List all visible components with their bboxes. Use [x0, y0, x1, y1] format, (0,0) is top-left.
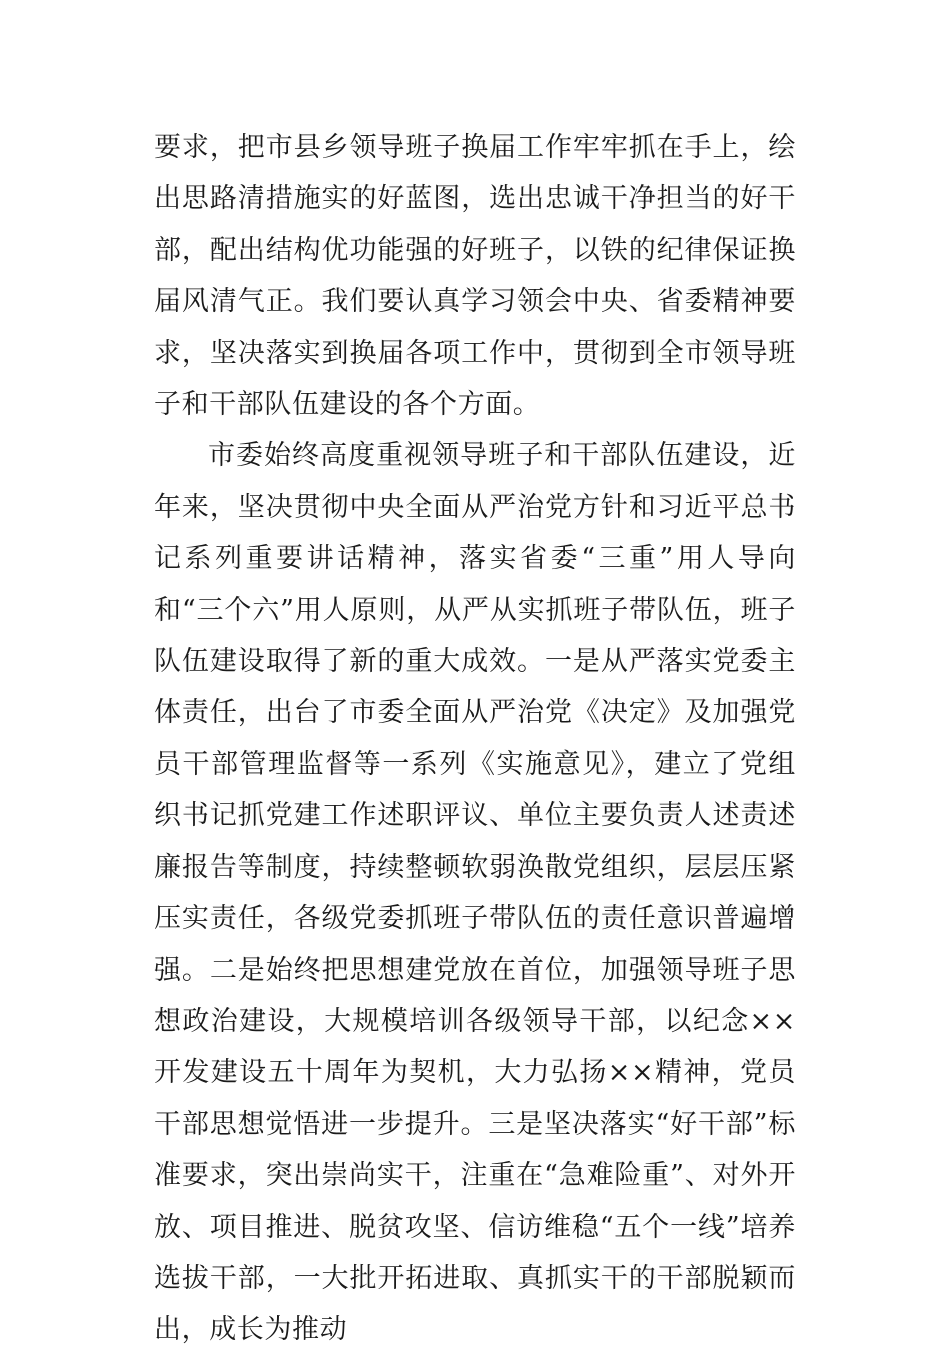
paragraph-continuation: 要求，把市县乡领导班子换届工作牢牢抓在手上，绘出思路清措施实的好蓝图，选出忠诚干净担当的好干部，配出结构优功能强的好班子，以铁的纪律保证换届风清气正。我们要认真学习领会中央、省委精神要求，坚决落实到换届各项工作中，贯彻到全市领导班子和干部队伍建设的各个方面。	[154, 132, 796, 421]
document-body	[154, 122, 796, 1356]
paragraph-achievements: 市委始终高度重视领导班子和干部队伍建设，近年来，坚决贯彻中央全面从严治党方针和习近平总书记系列重要讲话精神，落实省委“三重”用人导向和“三个六”用人原则，从严从实抓班子带队伍，班子队伍建设取得了新的重大成效。一是从严落实党委主体责任，出台了市委全面从严治党《决定》及加强党员干部管理监督等一系列《实施意见》，建立了党组织书记抓党建工作述职评议、单位主要负责人述责述廉报告等制度，持续整顿软弱涣散党组织，层层压紧压实责任，各级党委抓班子带队伍的责任意识普遍增强。二是始终把思想建党放在首位，加强领导班子思想政治建设，大规模培训各级领导干部，以纪念××开发建设五十周年为契机，大力弘扬××精神，党员干部思想觉悟进一步提升。三是坚决落实“好干部”标准要求，突出崇尚实干，注重在“急难险重”、对外开放、项目推进、脱贫攻坚、信访维稳“五个一线”培养选拔干部，一大批开拓进取、真抓实干的干部脱颖而出，成长为推动	[154, 440, 796, 1346]
